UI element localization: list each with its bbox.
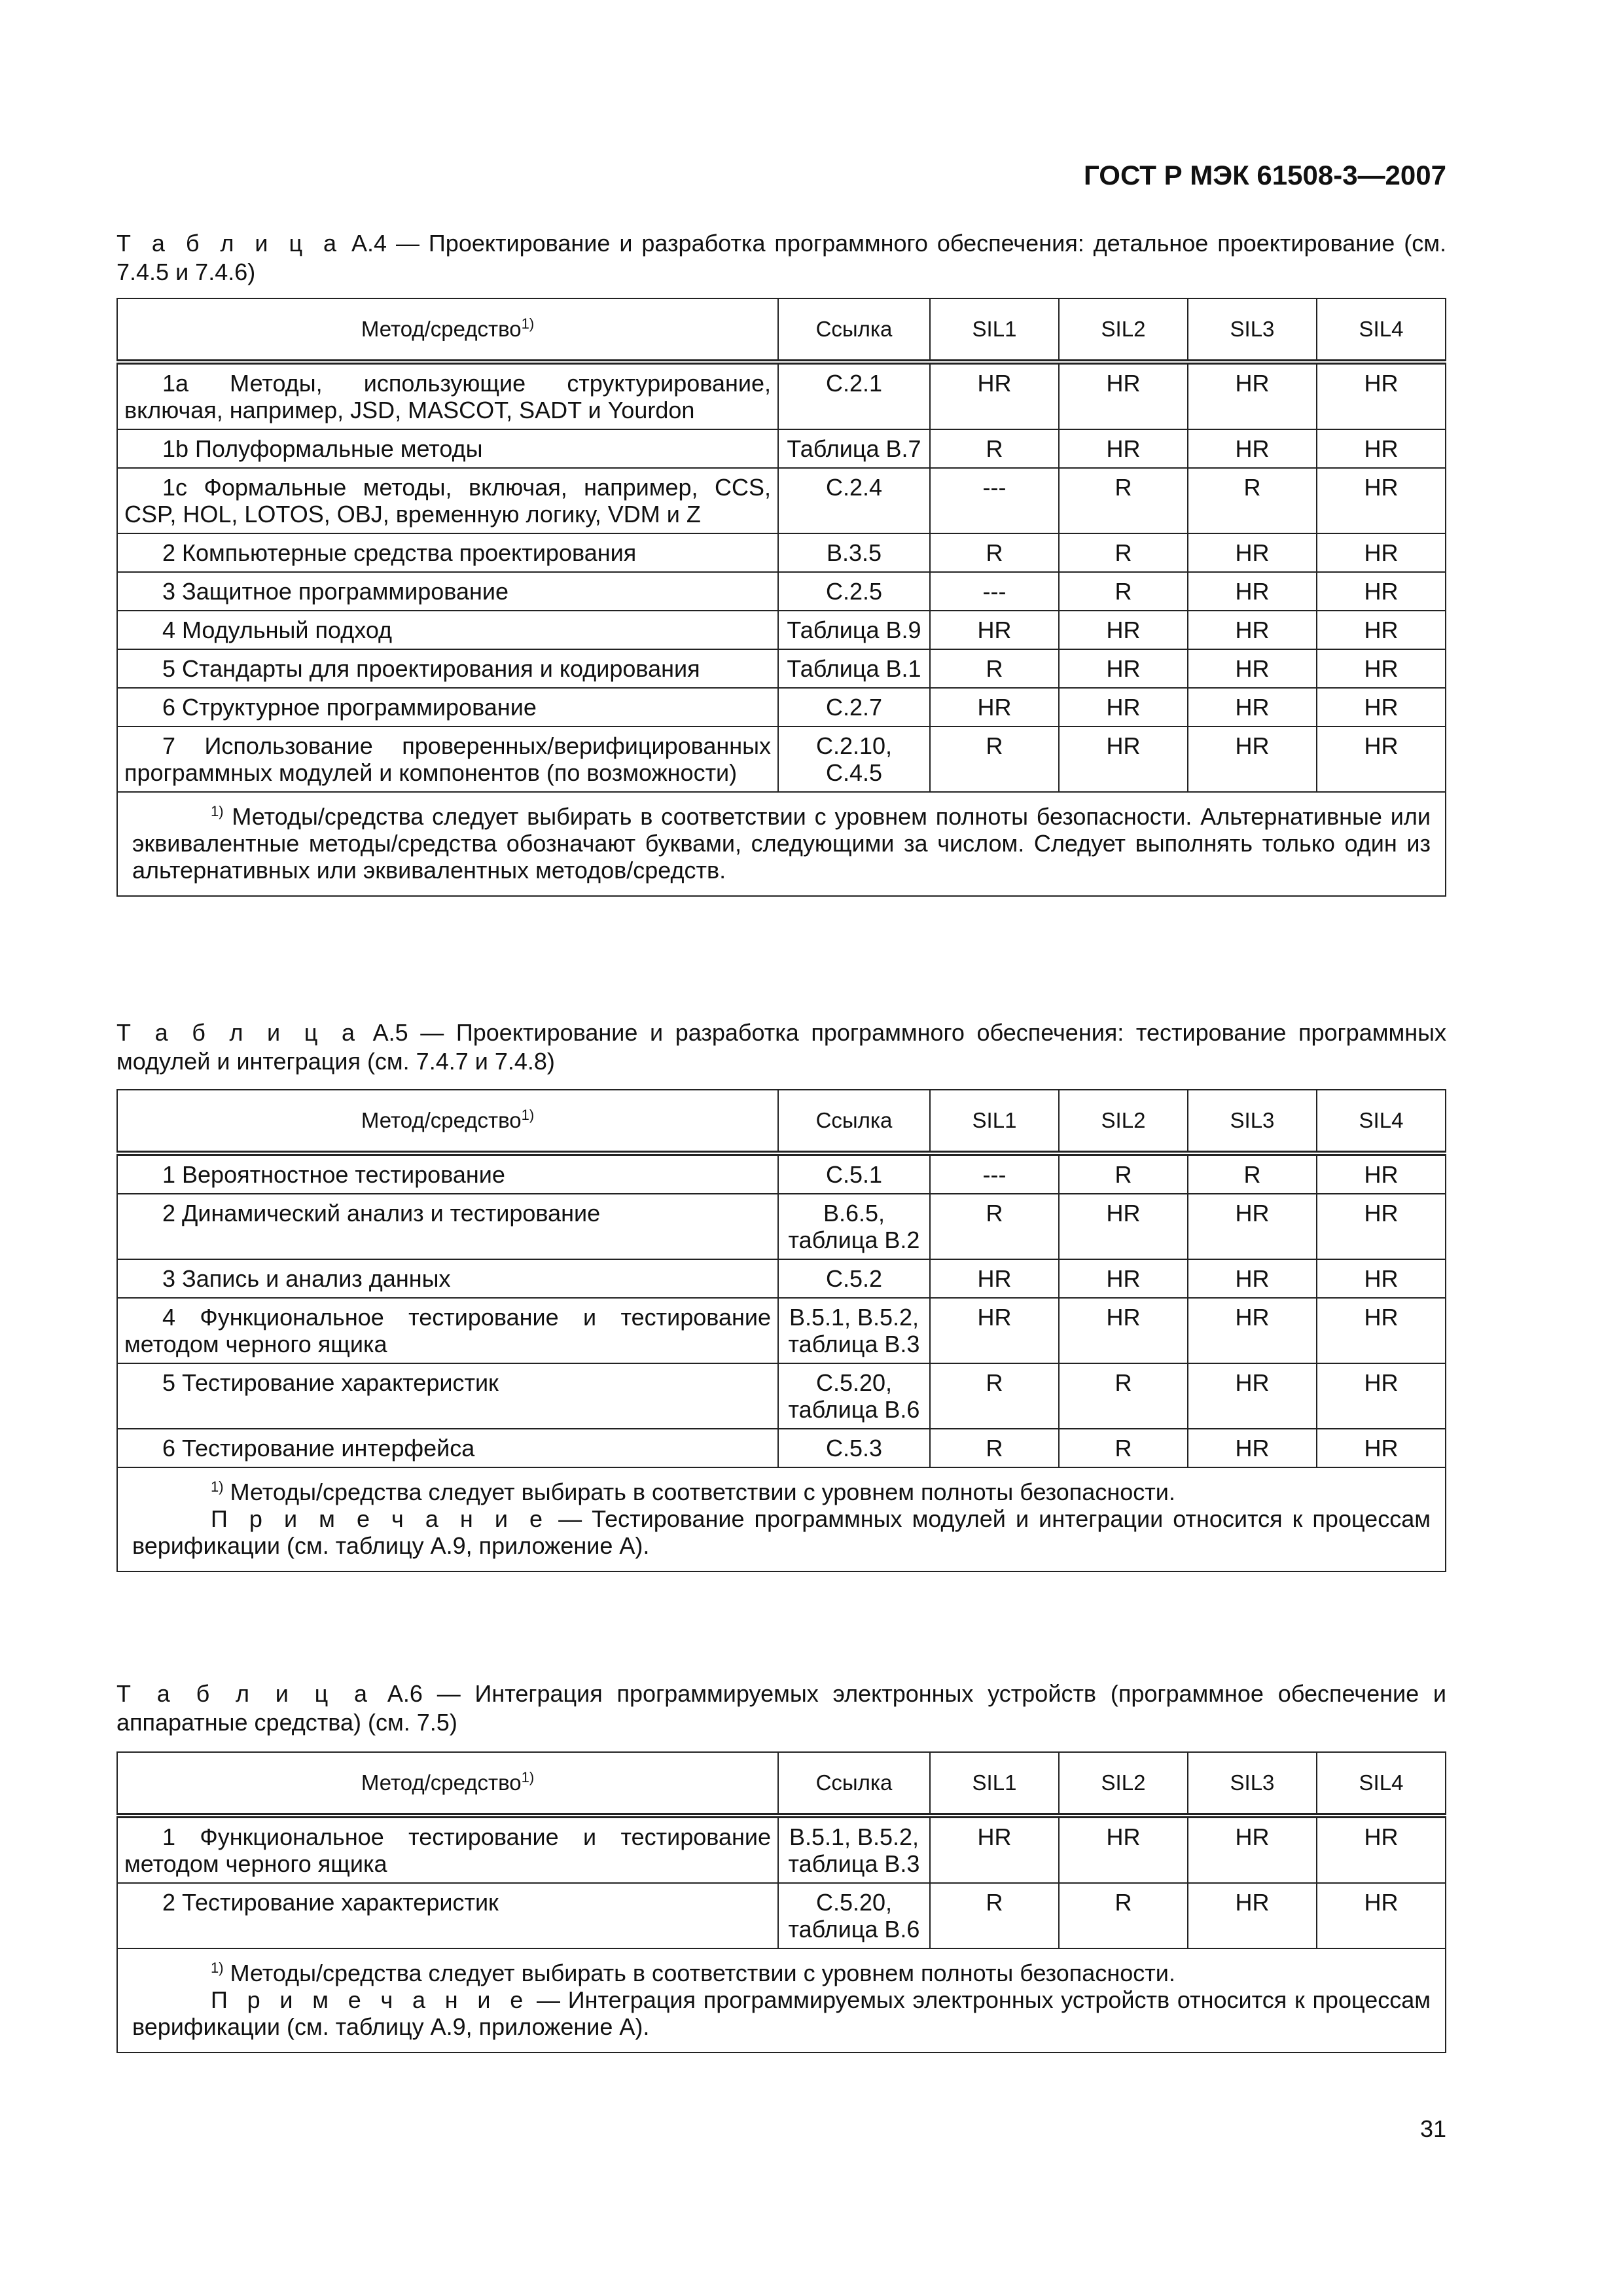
sil1-cell: HR (930, 1298, 1059, 1363)
table-footnote: $^{1)}$ Методы/средства следует выбирать в соответствии с уровнем полноты безопасности. П р и м е ч а н и е — Интеграция программируемых электронных устройств относится к процессам верификации (см. таблицу А.9, приложение А). (117, 1948, 1446, 2053)
header-sil2: SIL2 (1059, 1090, 1188, 1153)
header-method: Метод/средство$^{1)}$ (117, 1752, 778, 1816)
method-cell: 1c Формальные методы, включая, например, CCS, CSP, HOL, LOTOS, OBJ, временную логику, VDM и Z (117, 468, 778, 533)
sil3-cell: HR (1188, 1194, 1317, 1259)
table-row (117, 649, 1446, 688)
sil2-cell: R (1059, 1883, 1188, 1948)
table-note: П р и м е ч а н и е — Интеграция программируемых электронных устройств относится к процессам верификации (см. таблицу А.9, приложение А). (132, 1986, 1431, 2040)
method-cell: 3 Запись и анализ данных (117, 1259, 778, 1298)
table-caption (116, 229, 1446, 287)
table-a4 (116, 298, 1446, 897)
header-ref: Ссылка (778, 1090, 930, 1153)
header-ref: Ссылка (778, 1752, 930, 1816)
sil2-cell: HR (1059, 429, 1188, 468)
sil3-cell: HR (1188, 1816, 1317, 1883)
sil1-cell: --- (930, 1153, 1059, 1194)
table-row (117, 572, 1446, 611)
method-cell: 4 Модульный подход (117, 611, 778, 649)
sil1-cell: HR (930, 688, 1059, 726)
reference-cell: С.2.10, С.4.5 (778, 726, 930, 792)
reference-cell: С.5.3 (778, 1429, 930, 1467)
sil4-cell: HR (1317, 362, 1446, 429)
reference-cell: В.5.1, В.5.2, таблица В.3 (778, 1816, 930, 1883)
sil4-cell: HR (1317, 1429, 1446, 1467)
caption-text: А.4 — Проектирование и разработка программного обеспечения: детальное проектирование (см. 7.4.5 и 7.4.6) (116, 230, 1446, 285)
table-row (117, 1363, 1446, 1429)
header-sil3: SIL3 (1188, 1752, 1317, 1816)
sil4-cell: HR (1317, 533, 1446, 572)
sil1-cell: --- (930, 468, 1059, 533)
table-row (117, 1259, 1446, 1298)
method-cell: 6 Тестирование интерфейса (117, 1429, 778, 1467)
header-ref: Ссылка (778, 298, 930, 362)
sil1-cell: R (930, 1429, 1059, 1467)
reference-cell: С.5.2 (778, 1259, 930, 1298)
caption-text: А.6 — Интеграция программируемых электронных устройств (программное обеспечение и аппаратные средства) (см. 7.5) (116, 1680, 1446, 1736)
method-cell: 1 Функциональное тестирование и тестирование методом черного ящика (117, 1816, 778, 1883)
table-row (117, 1153, 1446, 1194)
sil2-cell: HR (1059, 1259, 1188, 1298)
sil2-cell: HR (1059, 726, 1188, 792)
table-row (117, 611, 1446, 649)
sil4-cell: HR (1317, 688, 1446, 726)
sil3-cell: HR (1188, 1883, 1317, 1948)
sil2-cell: HR (1059, 1816, 1188, 1883)
sil2-cell: HR (1059, 1298, 1188, 1363)
reference-cell: С.5.20, таблица В.6 (778, 1363, 930, 1429)
header-method: Метод/средство$^{1)}$ (117, 1090, 778, 1153)
reference-cell: Таблица В.9 (778, 611, 930, 649)
page-number: 31 (1419, 2115, 1446, 2142)
method-cell: 6 Структурное программирование (117, 688, 778, 726)
header-method: Метод/средство$^{1)}$ (117, 298, 778, 362)
sil2-cell: HR (1059, 688, 1188, 726)
sil3-cell: R (1188, 468, 1317, 533)
method-cell: 5 Стандарты для проектирования и кодирования (117, 649, 778, 688)
method-cell: 7 Использование проверенных/верифицированных программных модулей и компонентов (по возможности) (117, 726, 778, 792)
sil1-cell: R (930, 1363, 1059, 1429)
sil2-cell: R (1059, 572, 1188, 611)
table-label: Т а б л и ц а (116, 1019, 361, 1046)
table-row (117, 533, 1446, 572)
sil1-cell: R (930, 726, 1059, 792)
table-row (117, 362, 1446, 429)
sil3-cell: HR (1188, 429, 1317, 468)
sil1-cell: HR (930, 611, 1059, 649)
table-row (117, 468, 1446, 533)
table-row (117, 688, 1446, 726)
sil3-cell: HR (1188, 572, 1317, 611)
header-sil3: SIL3 (1188, 1090, 1317, 1153)
sil2-cell: HR (1059, 649, 1188, 688)
table-row (117, 726, 1446, 792)
method-cell: 2 Динамический анализ и тестирование (117, 1194, 778, 1259)
sil2-cell: R (1059, 533, 1188, 572)
header-sil1: SIL1 (930, 1752, 1059, 1816)
reference-cell: Таблица В.7 (778, 429, 930, 468)
sil3-cell: HR (1188, 1363, 1317, 1429)
sil3-cell: HR (1188, 1298, 1317, 1363)
sil4-cell: HR (1317, 611, 1446, 649)
table-row (117, 1298, 1446, 1363)
sil2-cell: R (1059, 1363, 1188, 1429)
table-a5 (116, 1089, 1446, 1572)
sil4-cell: HR (1317, 572, 1446, 611)
reference-cell: С.2.7 (778, 688, 930, 726)
reference-cell: Таблица В.1 (778, 649, 930, 688)
method-cell: 1 Вероятностное тестирование (117, 1153, 778, 1194)
reference-cell: В.5.1, В.5.2, таблица В.3 (778, 1298, 930, 1363)
sil4-cell: HR (1317, 649, 1446, 688)
method-cell: 2 Тестирование характеристик (117, 1883, 778, 1948)
method-cell: 5 Тестирование характеристик (117, 1363, 778, 1429)
reference-cell: С.5.20, таблица В.6 (778, 1883, 930, 1948)
sil4-cell: HR (1317, 1259, 1446, 1298)
method-cell: 2 Компьютерные средства проектирования (117, 533, 778, 572)
table-label: Т а б л и ц а (116, 1680, 374, 1707)
sil1-cell: R (930, 533, 1059, 572)
sil2-cell: R (1059, 468, 1188, 533)
sil3-cell: HR (1188, 533, 1317, 572)
table-note: П р и м е ч а н и е — Тестирование программных модулей и интеграции относится к процессам верификации (см. таблицу А.9, приложение А). (132, 1505, 1431, 1559)
sil1-cell: R (930, 1883, 1059, 1948)
header-sil3: SIL3 (1188, 298, 1317, 362)
sil4-cell: HR (1317, 468, 1446, 533)
method-cell: 4 Функциональное тестирование и тестирование методом черного ящика (117, 1298, 778, 1363)
sil1-cell: R (930, 649, 1059, 688)
table-row (117, 1194, 1446, 1259)
sil4-cell: HR (1317, 1298, 1446, 1363)
sil2-cell: HR (1059, 1194, 1188, 1259)
sil3-cell: HR (1188, 1259, 1317, 1298)
sil4-cell: HR (1317, 1153, 1446, 1194)
header-sil1: SIL1 (930, 1090, 1059, 1153)
table-label: Т а б л и ц а (116, 230, 343, 257)
method-cell: 1b Полуформальные методы (117, 429, 778, 468)
reference-cell: С.2.4 (778, 468, 930, 533)
reference-cell: С.2.1 (778, 362, 930, 429)
reference-cell: В.6.5, таблица В.2 (778, 1194, 930, 1259)
sil1-cell: R (930, 429, 1059, 468)
sil4-cell: HR (1317, 1363, 1446, 1429)
table-footnote: $^{1)}$ Методы/средства следует выбирать в соответствии с уровнем полноты безопасности. Альтернативные или эквивалентные методы/средства обозначают буквами, следующими за числом. Следует выполнять только один из альтернативных или эквивалентных методов/средств. (117, 792, 1446, 896)
sil4-cell: HR (1317, 1883, 1446, 1948)
header-sil2: SIL2 (1059, 298, 1188, 362)
sil3-cell: HR (1188, 362, 1317, 429)
sil3-cell: R (1188, 1153, 1317, 1194)
sil1-cell: HR (930, 1259, 1059, 1298)
table-row (117, 1429, 1446, 1467)
sil3-cell: HR (1188, 688, 1317, 726)
method-cell: 1a Методы, использующие структурирование, включая, например, JSD, MASCOT, SADT и Yourdon (117, 362, 778, 429)
sil4-cell: HR (1317, 726, 1446, 792)
table-caption (116, 1018, 1446, 1076)
sil1-cell: HR (930, 362, 1059, 429)
sil1-cell: HR (930, 1816, 1059, 1883)
table-footnote: $^{1)}$ Методы/средства следует выбирать в соответствии с уровнем полноты безопасности. П р и м е ч а н и е — Тестирование программных модулей и интеграции относится к процессам верификации (см. таблицу А.9, приложение А). (117, 1467, 1446, 1571)
sil2-cell: R (1059, 1429, 1188, 1467)
method-cell: 3 Защитное программирование (117, 572, 778, 611)
table-caption (116, 1679, 1446, 1737)
table-row (117, 1883, 1446, 1948)
table-a6 (116, 1751, 1446, 2053)
sil3-cell: HR (1188, 1429, 1317, 1467)
sil1-cell: --- (930, 572, 1059, 611)
header-sil4: SIL4 (1317, 298, 1446, 362)
sil3-cell: HR (1188, 649, 1317, 688)
sil3-cell: HR (1188, 726, 1317, 792)
table-row (117, 1816, 1446, 1883)
sil2-cell: HR (1059, 611, 1188, 649)
sil3-cell: HR (1188, 611, 1317, 649)
document-header: ГОСТ Р МЭК 61508-3—2007 (1084, 160, 1446, 190)
sil4-cell: HR (1317, 1194, 1446, 1259)
sil1-cell: R (930, 1194, 1059, 1259)
sil2-cell: HR (1059, 362, 1188, 429)
reference-cell: В.3.5 (778, 533, 930, 572)
table-row (117, 429, 1446, 468)
header-sil1: SIL1 (930, 298, 1059, 362)
sil4-cell: HR (1317, 429, 1446, 468)
reference-cell: С.5.1 (778, 1153, 930, 1194)
sil2-cell: R (1059, 1153, 1188, 1194)
reference-cell: С.2.5 (778, 572, 930, 611)
sil4-cell: HR (1317, 1816, 1446, 1883)
header-sil2: SIL2 (1059, 1752, 1188, 1816)
header-sil4: SIL4 (1317, 1090, 1446, 1153)
caption-text: А.5 — Проектирование и разработка программного обеспечения: тестирование программных модулей и интеграция (см. 7.4.7 и 7.4.8) (116, 1019, 1446, 1075)
header-sil4: SIL4 (1317, 1752, 1446, 1816)
